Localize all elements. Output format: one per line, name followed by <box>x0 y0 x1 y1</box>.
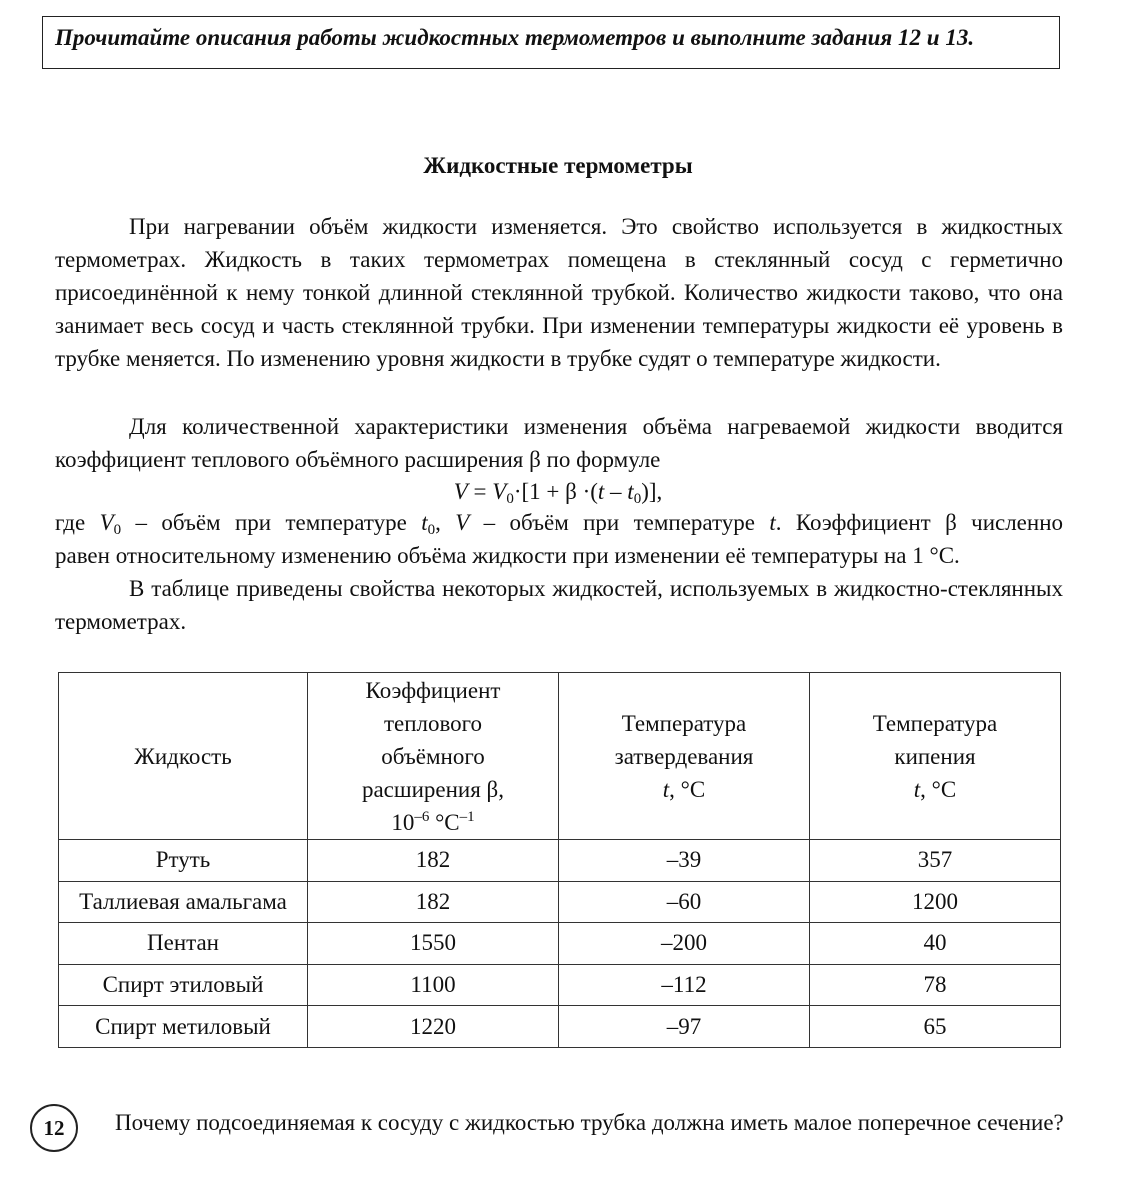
formula-eq: = <box>467 479 493 504</box>
header-freezing-temperature <box>559 673 810 840</box>
paragraph-4 <box>55 572 1063 638</box>
table-header-row <box>59 673 1061 840</box>
paragraph-2 <box>55 410 1063 476</box>
cell-coefficient: 1220 <box>308 1006 559 1048</box>
header-coef-unit-exp2: –1 <box>459 808 475 825</box>
p3-t0-sub: 0 <box>427 522 436 538</box>
header-coef-line-1: Коэффициент <box>365 677 501 703</box>
cell-freezing: –112 <box>559 964 810 1006</box>
cell-boiling: 40 <box>810 923 1061 965</box>
paragraph-1 <box>55 210 1063 375</box>
formula-t: t <box>597 479 605 504</box>
header-coefficient <box>308 673 559 840</box>
p3-part-6: равен относительному изменению объёма жидкости при изменении её температуры на 1 °С. <box>55 543 960 568</box>
cell-liquid: Таллиевая амальгама <box>59 881 308 923</box>
header-boiling-temperature <box>810 673 1061 840</box>
p3-t0: t <box>421 510 428 535</box>
header-coef-unit-base: 10 <box>391 809 415 835</box>
paragraph-1-text: При нагревании объём жидкости изменяется. Это свойство используется в жидкостных термометрах. Жидкость в таких термометрах помещена в стеклянный сосуд с герметично присоединённой к нему тонкой длинной стеклянной трубкой. Количество жидкости таково, что она занимает весь сосуд и часть стеклянной трубки. При изменении температуры жидкости её уровень в трубке меняется. По изменению уровня жидкости в трубке судят о температуре жидкости. <box>55 214 1063 371</box>
header-freeze-line-1: Температура <box>621 710 747 736</box>
question-number: 12 <box>43 1115 65 1140</box>
formula-mid: ·[1 + β ·( <box>513 479 598 504</box>
header-freeze-line-2: затвердевания <box>614 743 754 769</box>
cell-liquid: Ртуть <box>59 840 308 882</box>
header-coef-unit-c: °С <box>429 809 460 835</box>
p3-part-4: – объём при температуре <box>469 510 770 535</box>
cell-boiling: 357 <box>810 840 1061 882</box>
paragraph-4-text: В таблице приведены свойства некоторых жидкостей, используемых в жидкостно-стеклянных термометрах. <box>55 576 1063 634</box>
formula-v0: V <box>492 479 507 504</box>
formula-end: )], <box>641 479 663 504</box>
p3-t: t <box>769 510 776 535</box>
header-boil-line-1: Температура <box>872 710 998 736</box>
p3-v: V <box>455 510 470 535</box>
cell-freezing: –39 <box>559 840 810 882</box>
header-coef-line-4: расширения β, <box>361 776 505 802</box>
p3-v0-sub: 0 <box>113 522 122 538</box>
formula-t0-sub: 0 <box>633 491 642 507</box>
cell-coefficient: 1550 <box>308 923 559 965</box>
liquids-properties-table <box>58 672 1061 1048</box>
header-coef-line-2: теплового <box>383 710 483 736</box>
table-row <box>59 840 1061 882</box>
question-number-badge <box>30 1104 78 1152</box>
formula-v: V <box>453 479 468 504</box>
paragraph-3-line-2 <box>55 539 1063 572</box>
p3-part-2: – объём при температуре <box>121 510 422 535</box>
cell-boiling: 1200 <box>810 881 1061 923</box>
cell-freezing: –200 <box>559 923 810 965</box>
paragraph-3-line-1 <box>55 506 1063 539</box>
task-instruction: Прочитайте описания работы жидкостных термометров и выполните задания 12 и 13. <box>55 25 975 50</box>
cell-freezing: –97 <box>559 1006 810 1048</box>
formula-v0-sub: 0 <box>506 491 514 507</box>
header-liquid-text: Жидкость <box>134 743 232 769</box>
table-row <box>59 923 1061 965</box>
header-liquid <box>59 673 308 840</box>
task-instruction-box <box>42 16 1060 69</box>
p3-part-3: , <box>435 510 456 535</box>
formula-minus: – <box>604 479 628 504</box>
header-boil-line-2: кипения <box>894 743 976 769</box>
table-row <box>59 964 1061 1006</box>
header-coef-unit-exp: –6 <box>414 808 430 825</box>
p3-part-1: где <box>55 510 100 535</box>
cell-coefficient: 182 <box>308 840 559 882</box>
question-text: Почему подсоединяемая к сосуду с жидкостью трубка должна иметь малое поперечное сечение? <box>115 1110 1064 1135</box>
cell-liquid: Спирт метиловый <box>59 1006 308 1048</box>
header-freeze-t: t <box>662 776 670 802</box>
p3-part-5: . Коэффициент β численно <box>775 510 1064 535</box>
article-title: Жидкостные термометры <box>423 153 693 178</box>
table-row <box>59 1006 1061 1048</box>
table-row <box>59 881 1061 923</box>
paragraph-2-text: Для количественной характеристики изменения объёма нагреваемой жидкости вводится коэффициент теплового объёмного расширения β по формуле <box>55 414 1063 472</box>
header-boil-unit: , °С <box>920 776 957 802</box>
header-coef-line-3: объёмного <box>381 743 485 769</box>
cell-coefficient: 182 <box>308 881 559 923</box>
cell-liquid: Пентан <box>59 923 308 965</box>
cell-boiling: 78 <box>810 964 1061 1006</box>
cell-boiling: 65 <box>810 1006 1061 1048</box>
cell-liquid: Спирт этиловый <box>59 964 308 1006</box>
p3-v0: V <box>99 510 114 535</box>
cell-coefficient: 1100 <box>308 964 559 1006</box>
formula-t0: t <box>627 479 634 504</box>
header-freeze-unit: , °С <box>669 776 706 802</box>
cell-freezing: –60 <box>559 881 810 923</box>
header-boil-t: t <box>913 776 921 802</box>
volume-formula <box>0 477 1116 507</box>
